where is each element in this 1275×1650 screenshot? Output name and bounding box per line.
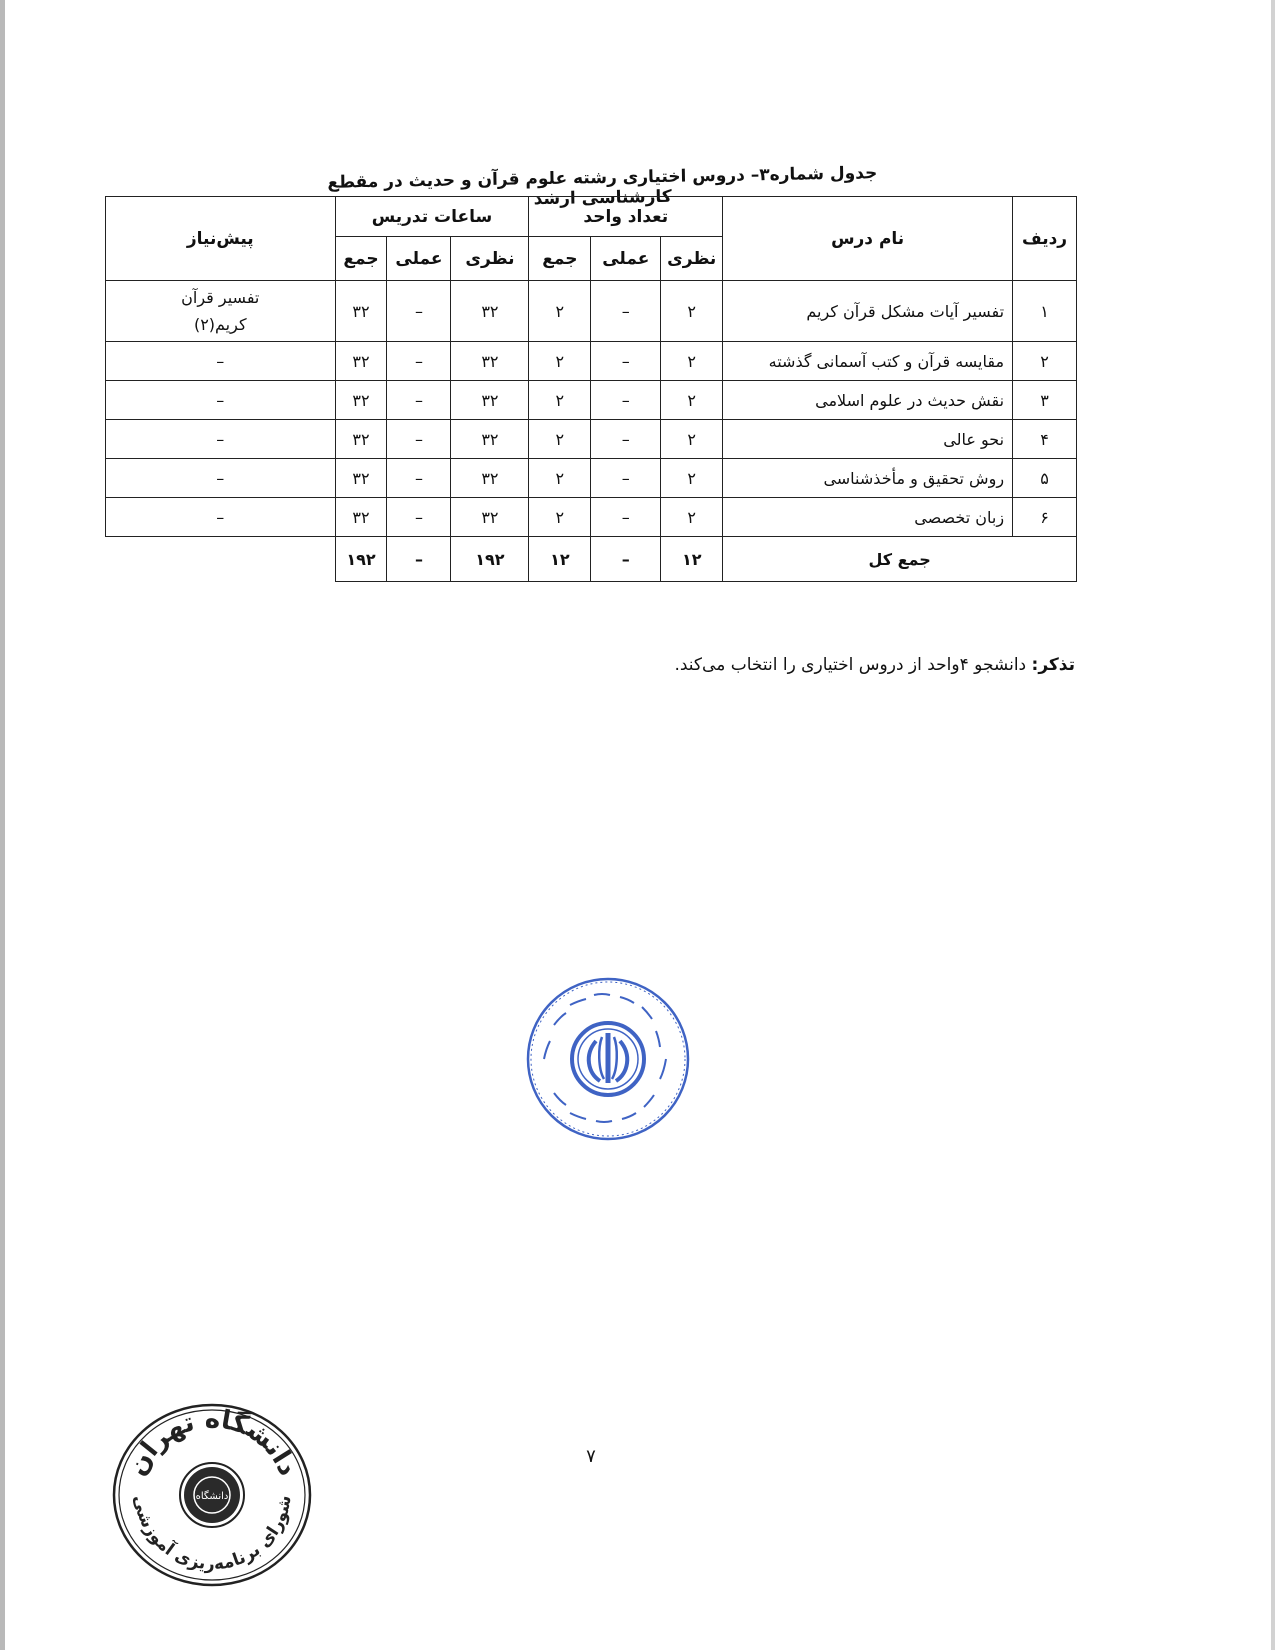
header-units: تعداد واحد (529, 197, 723, 237)
hours-practical: – (387, 498, 451, 537)
seal-top-text: دانشگاه تهران (122, 1404, 303, 1481)
total-hours-theory: ۱۹۲ (451, 537, 529, 582)
prereq (106, 281, 336, 342)
units-theory: ۲ (661, 459, 723, 498)
table-row (106, 281, 1077, 342)
header-hours: ساعات تدریس (335, 197, 529, 237)
hours-sum: ۳۲ (335, 459, 387, 498)
hours-theory: ۳۲ (451, 459, 529, 498)
page-number: ۷ (586, 1446, 596, 1467)
header-hours-theory: نظری (451, 237, 529, 281)
row-number: ۵ (1013, 459, 1077, 498)
header-hours-practical: عملی (387, 237, 451, 281)
note-label: تذکر: (1031, 655, 1075, 675)
hours-practical: – (387, 459, 451, 498)
course-name: زبان تخصصی (723, 498, 1013, 537)
units-theory: ۲ (661, 281, 723, 342)
page-edge-right (1271, 0, 1275, 1650)
total-units-theory: ۱۲ (661, 537, 723, 582)
hours-theory: ۳۲ (451, 420, 529, 459)
prereq-line-2: کریم(۲) (193, 315, 247, 334)
hours-theory: ۳۲ (451, 381, 529, 420)
hours-theory: ۳۲ (451, 281, 529, 342)
page-edge-left (0, 0, 5, 1650)
seal-center-text: دانشگاه (195, 1491, 229, 1502)
hours-practical: – (387, 381, 451, 420)
total-units-practical: – (591, 537, 661, 582)
row-number: ۲ (1013, 342, 1077, 381)
table-row (106, 420, 1077, 459)
units-practical: – (591, 459, 661, 498)
total-hours-practical: – (387, 537, 451, 582)
university-tehran-seal-icon (110, 1400, 315, 1590)
course-name: مقایسه قرآن و کتب آسمانی گذشته (723, 342, 1013, 381)
units-practical: – (591, 498, 661, 537)
total-units-sum: ۱۲ (529, 537, 591, 582)
hours-theory: ۳۲ (451, 342, 529, 381)
header-units-theory: نظری (661, 237, 723, 281)
note (560, 655, 1075, 675)
units-practical: – (591, 381, 661, 420)
total-row (106, 537, 1077, 582)
units-theory: ۲ (661, 342, 723, 381)
hours-practical: – (387, 420, 451, 459)
units-sum: ۲ (529, 498, 591, 537)
hours-sum: ۳۲ (335, 342, 387, 381)
row-number: ۴ (1013, 420, 1077, 459)
table-row (106, 498, 1077, 537)
iran-emblem-stamp-icon (524, 975, 692, 1143)
table-row (106, 381, 1077, 420)
units-sum: ۲ (529, 420, 591, 459)
units-sum: ۲ (529, 342, 591, 381)
row-number: ۱ (1013, 281, 1077, 342)
header-course-name: نام درس (723, 197, 1013, 281)
units-sum: ۲ (529, 381, 591, 420)
row-number: ۶ (1013, 498, 1077, 537)
hours-sum: ۳۲ (335, 420, 387, 459)
table-row (106, 342, 1077, 381)
note-text: دانشجو ۴واحد از دروس اختیاری را انتخاب می‌کند. (674, 655, 1032, 675)
course-name: نحو عالی (723, 420, 1013, 459)
row-number: ۳ (1013, 381, 1077, 420)
units-sum: ۲ (529, 281, 591, 342)
table-title: جدول شماره۳– دروس اختیاری رشته علوم قرآن و حدیث در مقطع کارشناسی ارشد (327, 163, 878, 210)
units-theory: ۲ (661, 498, 723, 537)
hours-practical: – (387, 281, 451, 342)
units-practical: – (591, 420, 661, 459)
hours-sum: ۳۲ (335, 281, 387, 342)
total-label: جمع کل (723, 537, 1077, 582)
course-name: تفسیر آیات مشکل قرآن کریم (723, 281, 1013, 342)
header-row-top (106, 197, 1077, 237)
table-row (106, 459, 1077, 498)
prereq: – (106, 459, 336, 498)
prereq: – (106, 498, 336, 537)
total-hours-sum: ۱۹۲ (335, 537, 387, 582)
prereq: – (106, 381, 336, 420)
header-units-sum: جمع (529, 237, 591, 281)
units-practical: – (591, 281, 661, 342)
hours-sum: ۳۲ (335, 381, 387, 420)
units-theory: ۲ (661, 381, 723, 420)
seal-bottom-text: شورای برنامه‌ریزی آموزشی (129, 1493, 296, 1575)
prereq-line-1: تفسیر قرآن (181, 287, 260, 307)
units-sum: ۲ (529, 459, 591, 498)
course-name: نقش حدیث در علوم اسلامی (723, 381, 1013, 420)
prereq: – (106, 420, 336, 459)
course-name: روش تحقیق و مأخذشناسی (723, 459, 1013, 498)
courses-table (105, 196, 1077, 582)
units-practical: – (591, 342, 661, 381)
header-row-number: ردیف (1013, 197, 1077, 281)
header-hours-sum: جمع (335, 237, 387, 281)
hours-sum: ۳۲ (335, 498, 387, 537)
header-prereq: پیش‌نیاز (106, 197, 336, 281)
prereq: – (106, 342, 336, 381)
units-theory: ۲ (661, 420, 723, 459)
hours-practical: – (387, 342, 451, 381)
total-empty-cell (106, 537, 336, 582)
hours-theory: ۳۲ (451, 498, 529, 537)
header-units-practical: عملی (591, 237, 661, 281)
